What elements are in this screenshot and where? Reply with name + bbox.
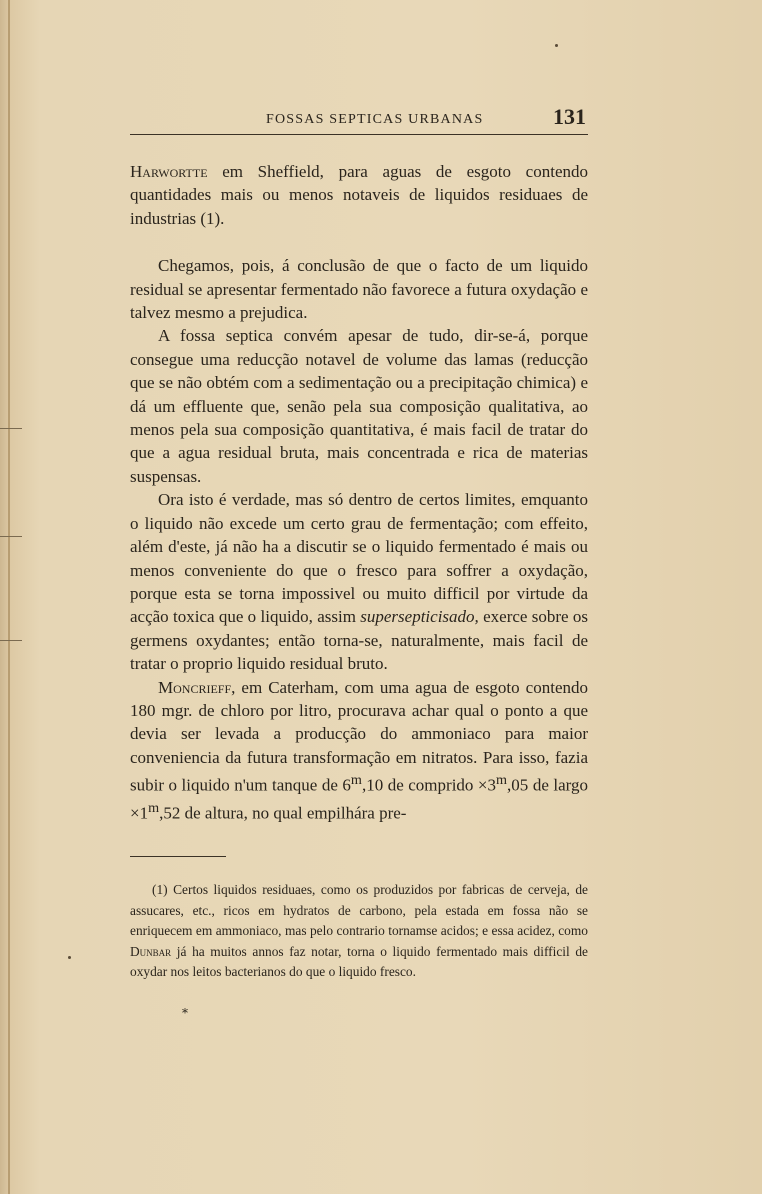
unit-superscript: m (350, 772, 362, 789)
paragraph-3: A fossa septica convém apesar de tudo, dir-se-á, porque consegue uma reducção notavel de volume das lamas (reducção que se não obtém com a sedimentação ou a precipitação chimica) e dá um effluente que, senão pela sua composição qualitativa, ao menos pela sua composição quantitativa, é mais facil de tratar do que a agua residual bruta, mais concentrada e rica de materias suspensas. (130, 326, 588, 486)
margin-tick (0, 428, 22, 429)
paragraph-5 (130, 676, 588, 826)
margin-tick (0, 640, 22, 641)
unit-superscript: m (496, 772, 508, 789)
paragraph-text: ,05 de largo ×1 (130, 775, 588, 823)
signature-mark: * (182, 1006, 188, 1020)
author-name: Harwortte (130, 162, 208, 181)
paragraph-4 (130, 488, 588, 675)
page-spine-edge (8, 0, 10, 1194)
paragraph-text: em Sheffield, para aguas de esgoto contendo quantidades mais ou menos notaveis de liquidos residuaes de industrias (1). (130, 162, 588, 228)
author-name: Dunbar (130, 943, 172, 959)
footnote-divider (130, 856, 226, 857)
paragraph-text: Ora isto é verdade, mas só dentro de certos limites, emquanto o liquido não excede um certo grau de fermentação; com effeito, além d'este, já não ha a discutir se o liquido fermentado é mais ou menos conveniente do que o fresco para soffrer a oxydação, porque esta se torna impossivel ou muito difficil por virtude da acção toxica que o liquido, assim (130, 490, 588, 627)
footnote-text: já ha muitos annos faz notar, torna o liquido fermentado mais difficil de oxydar nos leitos bacterianos do que o liquido fresco. (130, 943, 588, 979)
footnote-1 (130, 880, 588, 983)
footnote-text: (1) Certos liquidos residuaes, como os produzidos por fabricas de cerveja, de assucares, etc., ricos em hydratos de carbono, pela estada em fossa não se enriquecem em ammoniaco, mas pelo contrario tornamse acidos; e essa acidez, como (130, 882, 588, 938)
unit-superscript: m (148, 800, 160, 817)
paragraph-1 (130, 160, 588, 230)
paragraph-text: ,10 de comprido ×3 (361, 775, 497, 795)
paragraph-text: exerce sobre os germens oxydantes; então torna-se, naturalmente, mais facil de tratar o proprio liquido residual bruto. (130, 607, 588, 674)
paragraph-text: ,52 de altura, no qual empilhára pre- (159, 803, 407, 823)
page-number: 131 (553, 104, 586, 129)
margin-tick (0, 536, 22, 537)
running-header (130, 104, 588, 135)
italic-term: supersepticisado, (360, 607, 479, 627)
paper-speck (68, 956, 71, 959)
footnote (130, 880, 588, 983)
paragraph-text: , em Caterham, com uma agua de esgoto contendo 180 mgr. de chloro por litro, procurava achar qual o ponto a que devia ser levada a producção do ammoniaco para maior conveniencia da futura transformação em nitratos. Para isso, fazia subir o liquido n'um tanque de 6 (130, 677, 588, 795)
running-title: FOSSAS SEPTICAS URBANAS (266, 112, 484, 127)
paper-speck (555, 44, 558, 47)
paragraph-2: Chegamos, pois, á conclusão de que o facto de um liquido residual se apresentar fermentado não favorece a futura oxydação e talvez mesmo a prejudica. (130, 256, 588, 323)
author-name: Moncrieff (158, 677, 232, 697)
main-text (130, 160, 588, 825)
